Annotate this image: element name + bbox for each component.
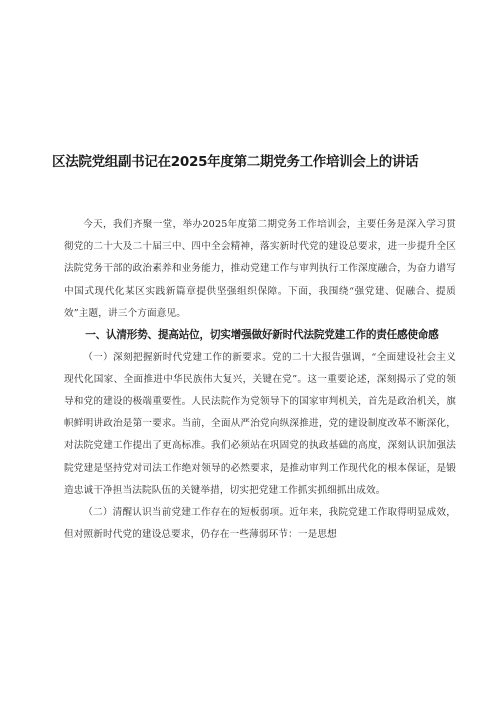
document-body	[64, 214, 456, 546]
paragraph-1: （一）深刻把握新时代党建工作的新要求。党的二十大报告强调，“全面建设社会主义现代化国家、全面推进中华民族伟大复兴，关键在党”。这一重要论述，深刻揭示了党的领导和党的建设的极端重要性。人民法院作为党领导下的国家审判机关，首先是政治机关，旗帜鲜明讲政治是第一要求。当前，全面从严治党向纵深推进，党的建设制度改革不断深化，对法院党建工作提出了更高标准。我们必须站在巩固党的执政基础的高度，深刻认识加强法院党建是坚持党对司法工作绝对领导的必然要求，是推动审判工作现代化的根本保证，是锻造忠诚干净担当法院队伍的关键举措，切实把党建工作抓实抓细抓出成效。	[64, 351, 456, 496]
intro-paragraph: 今天，我们齐聚一堂，举办2025年度第二期党务工作培训会，主要任务是深入学习贯彻党的二十大及二十届三中、四中全会精神，落实新时代党的建设总要求，进一步提升全区法院党务干部的政治素养和业务能力，推动党建工作与审判执行工作深度融合，为奋力谱写中国式现代化某区实践新篇章提供坚强组织保障。下面，我围绕“强党建、促融合、提质效”主题，讲三个方面意见。	[64, 219, 456, 319]
section-heading-1: 一、认清形势、提高站位，切实增强做好新时代法院党建工作的责任感使命感	[85, 329, 439, 342]
document-title: 区法院党组副书记在2025年度第二期党务工作培训会上的讲话	[52, 154, 419, 170]
paragraph-2: （二）清醒认识当前党建工作存在的短板弱项。近年来，我院党建工作取得明显成效，但对照新时代党的建设总要求，仍存在一些薄弱环节：一是思想	[64, 506, 456, 541]
